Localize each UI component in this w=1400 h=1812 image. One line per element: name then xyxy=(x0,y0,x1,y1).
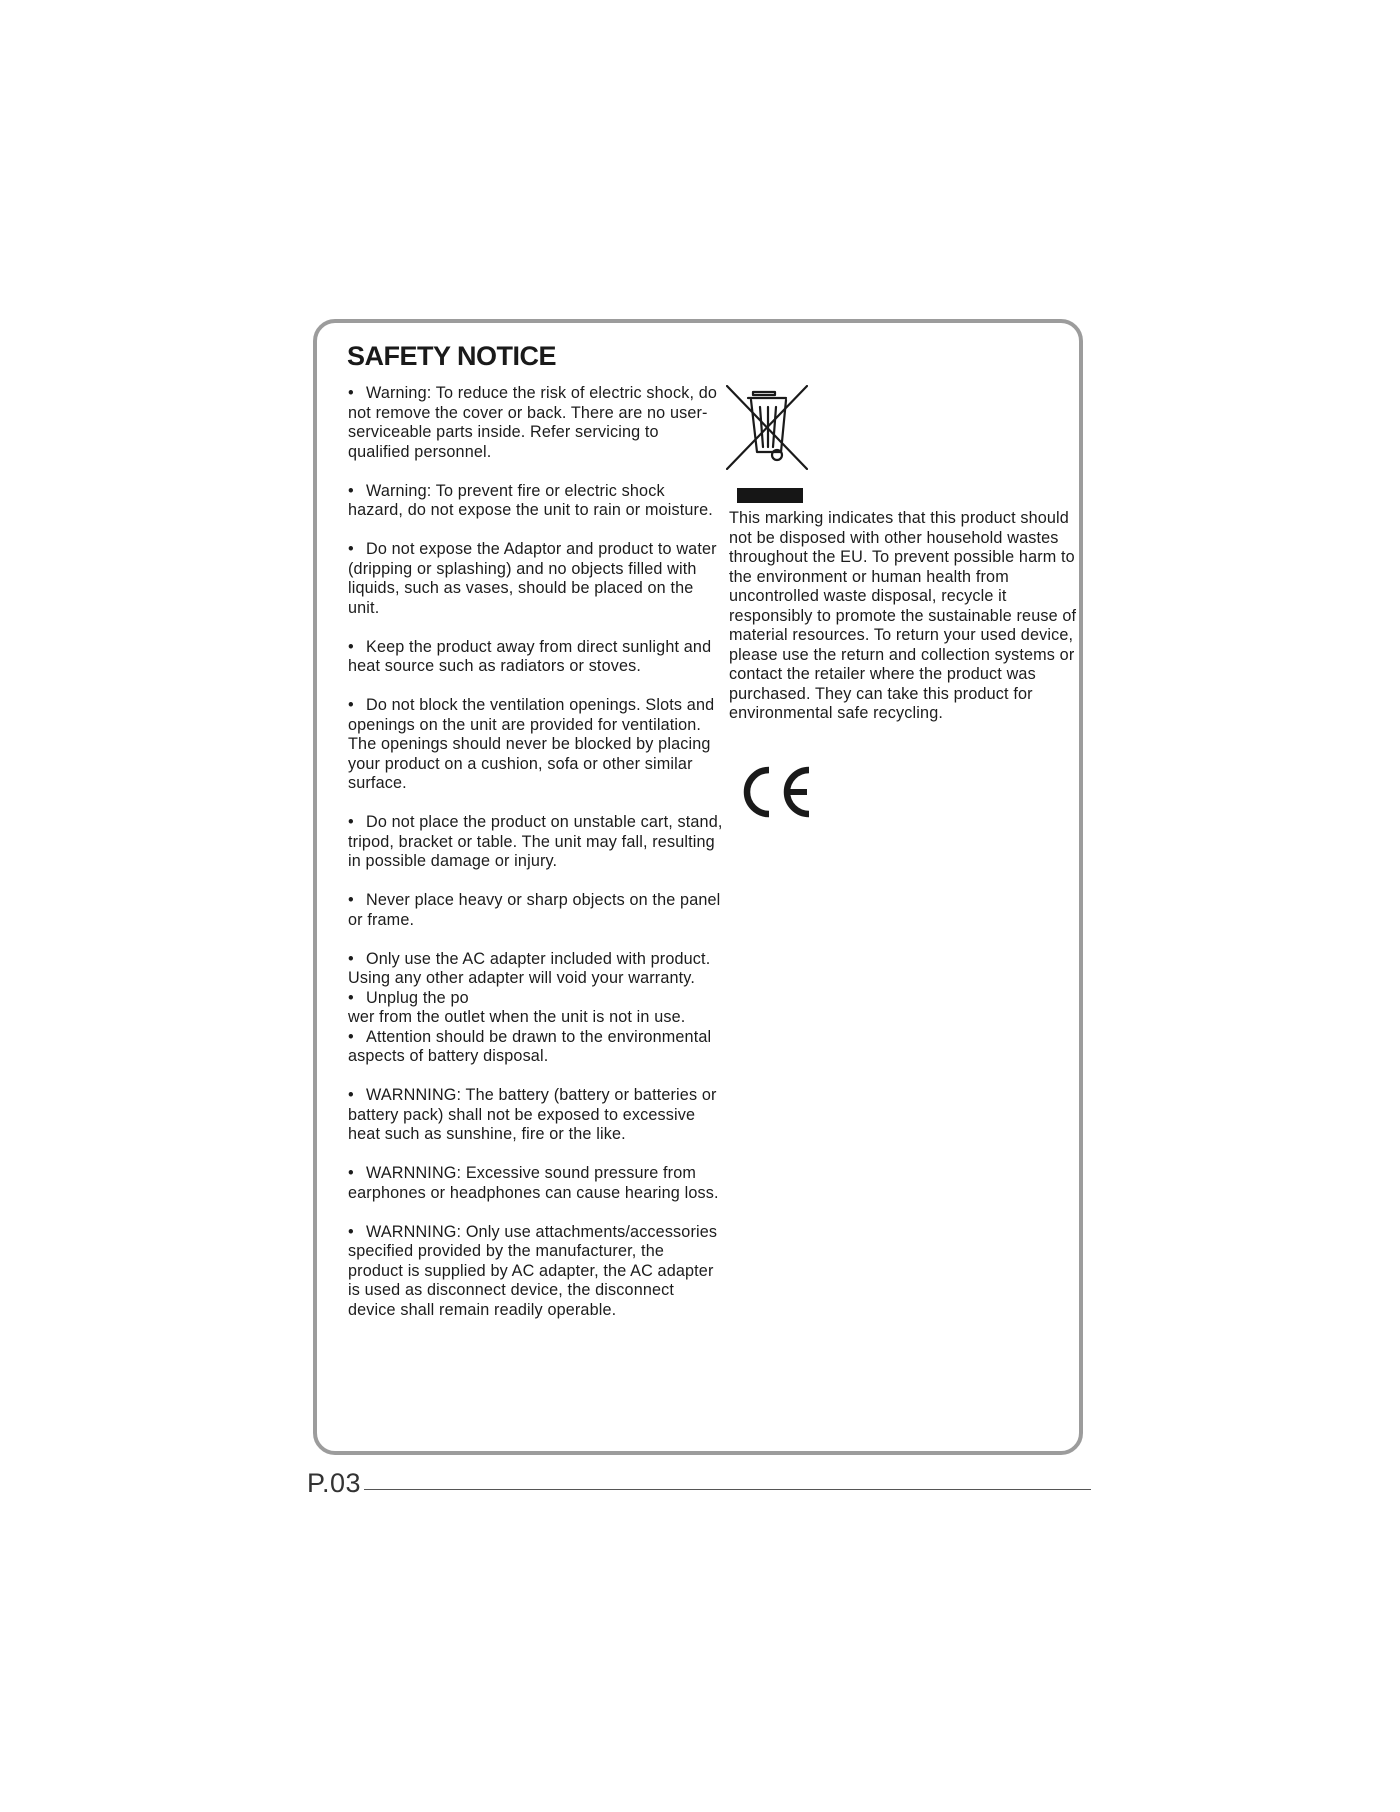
bullet-icon: • xyxy=(348,1222,354,1241)
bullet-icon: • xyxy=(348,1086,354,1104)
list-item: • WARNNING: Only use attachments/accessories specified provided by the manufacturer, the product is supplied by AC adapter, the AC adapter is used as disconnect device, the disconnect device shall remain readily operable. xyxy=(348,1222,718,1319)
list-item: • WARNNING: Excessive sound pressure from earphones or headphones can cause hearing loss. xyxy=(348,1164,719,1202)
weee-underline-bar xyxy=(737,488,803,503)
footer-rule xyxy=(364,1489,1091,1490)
list-item: • Do not place the product on unstable cart, stand, tripod, bracket or table. The unit may fall, resulting in possible damage or injury. xyxy=(348,813,723,870)
bullet-icon: • xyxy=(348,988,354,1007)
list-item: • Unplug the po xyxy=(348,988,469,1007)
list-item: • Only use the AC adapter included with product. Using any other adapter will void your warranty. xyxy=(348,949,711,987)
list-item: • Keep the product away from direct sunlight and heat source such as radiators or stoves. xyxy=(348,637,712,675)
list-item: • Attention should be drawn to the environmental aspects of battery disposal. xyxy=(348,1027,712,1065)
bullet-icon: • xyxy=(348,540,354,558)
bullet-icon: • xyxy=(348,481,354,500)
bullet-icon: • xyxy=(348,384,354,402)
page-number: P.03 xyxy=(307,1468,362,1498)
bullet-icon: • xyxy=(348,696,354,714)
list-item: • Warning: To reduce the risk of electric shock, do not remove the cover or back. There are no user-serviceable parts inside. Refer servicing to qualified personnel. xyxy=(348,384,718,461)
weee-text: This marking indicates that this product should not be disposed with other household wastes throughout the EU. To prevent possible harm to the environment or human health from uncontrolled waste disposal, recycle it responsibly to promote the sustainable reuse of material resources. To return your used device, please use the return and collection systems or contact the retailer where the product was purchased. They can take this product for environmental safe recycling. xyxy=(729,509,1077,722)
page-title: SAFETY NOTICE xyxy=(347,341,557,371)
list-item: • WARNNING: The battery (battery or batteries or battery pack) shall not be exposed to excessive heat such as sunshine, fire or the like. xyxy=(348,1086,717,1143)
list-item: • Never place heavy or sharp objects on the panel or frame. xyxy=(348,891,721,929)
list-item: • Do not block the ventilation openings. Slots and openings on the unit are provided for ventilation. The openings should never be blocked by placing your product on a cushion, sofa or other similar surface. xyxy=(348,696,715,792)
bullet-icon: • xyxy=(348,637,354,656)
bullet-icon: • xyxy=(348,1027,354,1046)
bullet-icon: • xyxy=(348,891,354,909)
safety-list xyxy=(348,384,723,1320)
bullet-icon: • xyxy=(348,1164,354,1182)
crossed-out-wheelie-bin-icon xyxy=(726,385,808,470)
ce-mark-icon xyxy=(736,764,816,820)
list-item-continuation: wer from the outlet when the unit is not in use. xyxy=(348,1008,686,1026)
weee-notice xyxy=(729,509,1077,724)
bullet-icon: • xyxy=(348,949,354,968)
list-item: • Warning: To prevent fire or electric shock hazard, do not expose the unit to rain or moisture. xyxy=(348,481,713,519)
bullet-icon: • xyxy=(348,813,354,831)
list-item: • Do not expose the Adaptor and product to water (dripping or splashing) and no objects filled with liquids, such as vases, should be placed on the unit. xyxy=(348,540,717,617)
